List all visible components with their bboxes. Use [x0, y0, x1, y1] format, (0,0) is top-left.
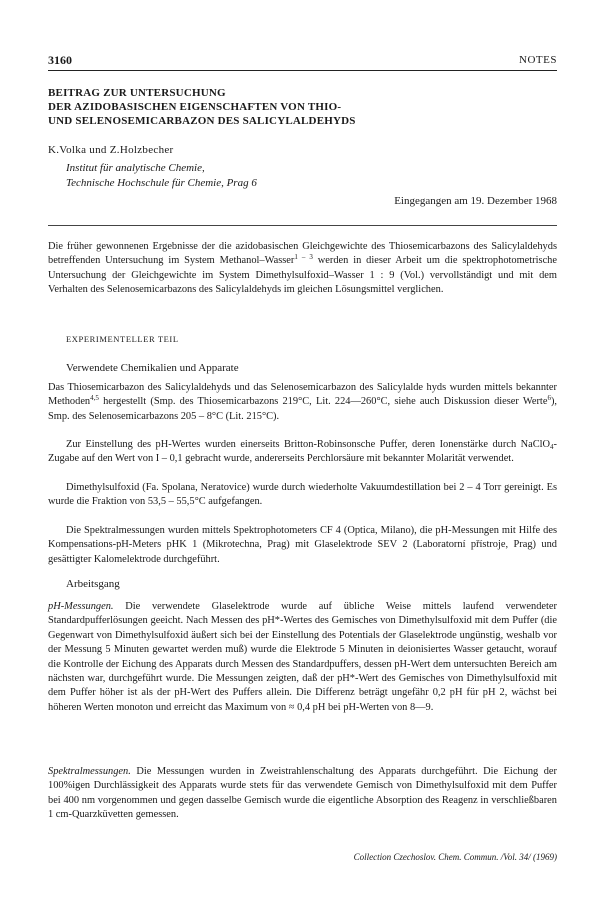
paragraph-instruments: Die Spektralmessungen wurden mittels Spektrophotometers CF 4 (Optica, Milano), die pH-Messungen mit Hilfe des Kompensations-pH-Meters pHK 1 (Mikrotechna, Prag) mit Glaselektrode SEV 2 (Laboratorní přístroje, Prag) und gesättigter Kalomelektrode durchgeführt. [48, 525, 557, 565]
abstract-text-1: Die früher gewonnenen Ergebnisse der die azidobasischen Gleichgewichte des Thiosemicarbazons des Salicylaldehyds betreffenden Untersuchung im System Methanol–Wasser [48, 241, 557, 267]
paragraph-text: ), Smp. des Selenosemicarbazons 205 – 8°C (Lit. 215°C). [48, 396, 557, 422]
abstract-rule [48, 225, 557, 226]
institute [66, 161, 257, 191]
reference-superscript: 1 – 3 [294, 253, 313, 262]
paragraph-lead: pH-Messungen. [48, 601, 114, 612]
abstract [48, 240, 557, 297]
paragraph-synthesis [48, 381, 557, 424]
subheading-procedure: Arbeitsgang [66, 578, 120, 590]
paragraph-dmso: Dimethylsulfoxid (Fa. Spolana, Neratovice) wurde durch wiederholte Vakuumdestillation bei 2 – 4 Torr gereinigt. Es wurde die Fraktion von 53,5 – 55,5°C aufgefangen. [48, 482, 557, 508]
paragraph-buffers [48, 438, 557, 467]
abstract-text-2: werden in dieser Arbeit um die spektrophotometrische Untersuchung der Gleichgewichte im System Dimethylsulfoxid–Wasser 1 : 9 (Vol.) vervollständigt und mit dem Verhalten des Selenosemicarbazons des Salicylaldehyds im gleichen Lösungsmittel verglichen. [48, 255, 557, 295]
institute-line-2: Technische Hochschule für Chemie, Prag 6 [66, 177, 257, 189]
paragraph-lead: Spektralmessungen. [48, 766, 131, 777]
paragraph-text: Die verwendete Glaselektrode wurde auf übliche Weise mittels laufend verwendeter Standardpufferlösungen geeicht. Nach Messen des pH*-Wertes des Gemisches von Dimethylsulfoxid mit dem Puffer (die Gegenwart von Dimethylsulfoxid äußert sich bei der Einstellung des Potentials der Glaselektrode ungünstig, weshalb vor der Messung 5 Minuten gewartet werden muß) wurde die Elektrode 5 Minuten in deionisiertes Wasser getaucht, worauf die Kontrolle der Eichung des Apparats durch Messen des Standardpuffers, dessen pH-Wert dem untersuchten Bereich am nächsten war, durchgeführt wurde. Die Messungen zeigten, daß der pH*-Wert des Gemisches von Dimethylsulfoxid mit dem Puffer höher ist als der pH-Wert des Puffers allein. Die Differenz beträgt ungefähr 0,2 pH für pH 2, wächst bei höheren Werten monoton und erreicht das Maximum von ≈ 0,4 pH bei pH-Werten von 8—9. [48, 601, 557, 713]
paragraph-text: hergestellt (Smp. des Thiosemicarbazons 219°C, Lit. 224—260°C, siehe auch Diskussion dieser Werte [98, 396, 548, 408]
paragraph-text: Das Thiosemicarbazon des Salicylaldehyds und das Selenosemicarbazon des Salicylalde hyds wurden mittels bekannter Methoden [48, 382, 557, 408]
title-line-2: DER AZIDOBASISCHEN EIGENSCHAFTEN VON THIO- [48, 101, 342, 113]
title-line-1: BEITRAG ZUR UNTERSUCHUNG [48, 87, 226, 99]
paragraph-ph-measurements [48, 600, 557, 715]
paragraph-text: Zur Einstellung des pH-Wertes wurden einerseits Britton-Robinsonsche Puffer, deren Ionenstärke durch NaClO [66, 439, 551, 450]
page-number: 3160 [48, 53, 72, 67]
reference-superscript: 4,5 [90, 394, 99, 403]
paragraph-text: -Zugabe auf den Wert von I – 0,1 gebracht wurde, andererseits Perchlorsäure mit bekannter Molarität verwendet. [48, 439, 557, 465]
section-label: NOTES [519, 54, 557, 66]
paragraph-text: Die Messungen wurden in Zweistrahlenschaltung des Apparats durchgeführt. Die Eichung der 100%igen Durchlässigkeit des Apparats wurde stets für das verwendete Gemisch von Dimethylsulfoxid mit dem Puffer bei 400 nm vorgenommen und gegen dasselbe Gemisch wurde die eigentliche Absorption des Reagenz in verschließbaren 1 cm-Quarzküvetten gemessen. [48, 766, 557, 821]
journal-footer: Collection Czechoslov. Chem. Commun. /Vol. 34/ (1969) [353, 852, 557, 862]
authors: K.Volka und Z.Holzbecher [48, 144, 174, 156]
subheading-materials: Verwendete Chemikalien und Apparate [66, 362, 239, 374]
header-rule [48, 70, 557, 71]
received-date: Eingegangen am 19. Dezember 1968 [394, 195, 557, 207]
subscript: 4 [550, 443, 554, 451]
paragraph-spectral-measurements [48, 765, 557, 823]
section-heading: EXPERIMENTELLER TEIL [66, 334, 179, 344]
title-line-3: UND SELENOSEMICARBAZON DES SALICYLALDEHYDS [48, 115, 356, 127]
institute-line-1: Institut für analytische Chemie, [66, 162, 205, 174]
article-title [48, 86, 568, 128]
reference-superscript: 6 [547, 394, 551, 403]
